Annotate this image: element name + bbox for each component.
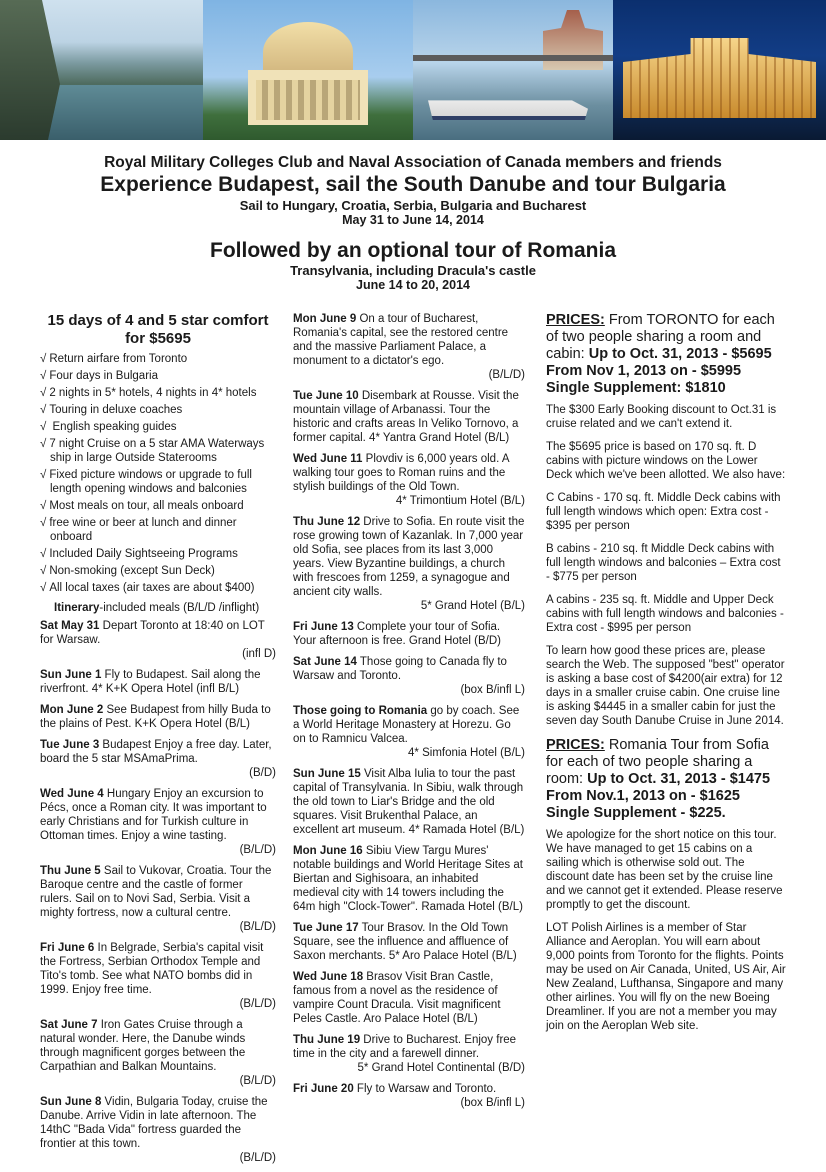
price-line: From Nov 1, 2013 on - $5995 xyxy=(546,363,742,379)
list-item: √ Return airfare from Toronto xyxy=(40,352,276,366)
paragraph: The $5695 price is based on 170 sq. ft. D cabins with picture windows on the Lower Deck which we've been allotted. We also have: xyxy=(546,441,786,481)
day-description: Disembark at Rousse. Visit the mountain village of Arbanassi. Tour the historic and crafts areas In Veliko Tornovo, a former capital. 4* Yantra Grand Hotel (B/L) xyxy=(293,390,519,444)
itinerary-day xyxy=(293,452,525,508)
itinerary-day xyxy=(293,515,525,613)
inclusions-list xyxy=(40,352,276,595)
list-item: √ All local taxes (air taxes are about $400) xyxy=(40,581,276,595)
list-item: √ English speaking guides xyxy=(40,420,276,434)
price-line: Up to Oct. 31, 2013 - $5695 xyxy=(588,346,772,362)
paragraph: We apologize for the short notice on this tour. We have managed to get 15 cabins on a sailing which is otherwise sold out. The discount date has been set by the cruise line and we cannot get it extended. Please reserve promptly to get the discount. xyxy=(546,829,783,911)
optional-tour-title: Followed by an optional tour of Romania xyxy=(210,239,616,262)
day-heading: Fri June 6 xyxy=(40,942,95,954)
itinerary-day xyxy=(293,1033,525,1075)
day-meals: (box B/infl L) xyxy=(460,684,525,696)
itinerary-day xyxy=(293,389,525,445)
itinerary-day xyxy=(40,619,276,661)
day-description: Visit Alba Iulia to tour the past capital of Transylvania. In Sibiu, walk through the old town to Liar's Bridge and the old squares. Visit Brukenthal Palace, an excellent art museum. 4* Ramada Hotel (B/L) xyxy=(293,768,525,836)
list-item: √ Fixed picture windows or upgrade to full length opening windows and balconies xyxy=(40,468,276,496)
page-header xyxy=(0,150,826,292)
itinerary-day xyxy=(293,312,525,382)
list-item: √ Four days in Bulgaria xyxy=(40,369,276,383)
header-route: Sail to Hungary, Croatia, Serbia, Bulgaria and Bucharest xyxy=(239,198,587,213)
header-organizers: Royal Military Colleges Club and Naval Association of Canada members and friends xyxy=(104,154,722,171)
prices-intro: Romania Tour from Sofia for each of two people sharing a room: xyxy=(546,737,769,787)
page-title: Experience Budapest, sail the South Danube and tour Bulgaria xyxy=(100,173,726,196)
day-heading: Thu June 19 xyxy=(293,1034,361,1046)
day-description: Tour Brasov. In the Old Town Square, see the influence and affluence of Saxon merchants. 5* Aro Palace Hotel (B/L) xyxy=(293,922,517,962)
inclusions-title: 15 days of 4 and 5 star comfort for $5695 xyxy=(47,312,269,347)
day-heading: Sat June 7 xyxy=(40,1019,98,1031)
paragraph: The $300 Early Booking discount to Oct.31 is cruise related and we can't extend it. xyxy=(546,404,777,430)
day-description: Depart Toronto at 18:40 on LOT for Warsaw. xyxy=(40,620,265,646)
day-heading: Wed June 11 xyxy=(293,453,363,465)
itinerary-label: Itinerary xyxy=(54,602,100,614)
list-item: √ free wine or beer at lunch and dinner onboard xyxy=(40,516,276,544)
day-heading: Those going to Romania xyxy=(293,705,428,717)
day-description: Sail to Vukovar, Croatia. Tour the Baroque centre and the castle of former rulers. Sail on to Novi Sad, Serbia. Visit a mighty fortress, now a cultural centre. xyxy=(40,865,272,919)
list-item: √ 7 night Cruise on a 5 star AMA Waterways ship in large Outside Staterooms xyxy=(40,437,276,465)
day-heading: Mon June 16 xyxy=(293,845,363,857)
day-heading: Sun June 8 xyxy=(40,1096,102,1108)
day-heading: Wed June 4 xyxy=(40,788,104,800)
photo-budapest-river-ship xyxy=(413,0,613,140)
day-description: Budapest Enjoy a free day. Later, board the 5 star MSAmaPrima. xyxy=(40,739,272,765)
itinerary-day xyxy=(293,655,525,697)
itinerary-days-part1 xyxy=(40,619,276,1165)
day-description: Fly to Warsaw and Toronto. xyxy=(353,1083,497,1095)
day-description: In Belgrade, Serbia's capital visit the Fortress, Serbian Orthodox Temple and Tito's tomb. See what NATO bombs did in 1999. Enjoy free time. xyxy=(40,942,264,996)
day-meals: (B/L/D) xyxy=(239,844,276,856)
photo-banner xyxy=(0,0,826,140)
day-meals: 5* Grand Hotel (B/L) xyxy=(420,600,525,612)
list-item: √ Most meals on tour, all meals onboard xyxy=(40,499,276,513)
day-heading: Mon June 9 xyxy=(293,313,357,325)
day-meals: (box B/infl L) xyxy=(460,1097,525,1109)
itinerary-day xyxy=(40,703,276,731)
day-description: On a tour of Bucharest, Romania's capital, see the restored centre and the massive Parliament Palace, a monument to a dictator's ego. xyxy=(293,313,509,367)
price-line: Up to Oct. 31, 2013 - $1475 xyxy=(587,771,771,787)
itinerary-day xyxy=(40,864,276,934)
prices-intro: From TORONTO for each of two people sharing a room and cabin: xyxy=(546,312,775,362)
paragraph: B cabins - 210 sq. ft Middle Deck cabins with full length windows and balconies – Extra cost - $775 per person xyxy=(546,543,781,583)
day-description: go by coach. See a World Heritage Monastery at Horezu. Go on to Ramnicu Valcea. xyxy=(293,705,520,745)
day-meals: (B/L/D) xyxy=(239,1075,276,1087)
itinerary-day xyxy=(40,738,276,780)
day-description: See Budapest from hilly Buda to the plains of Pest. K+K Opera Hotel (B/L) xyxy=(40,704,271,730)
header-dates: May 31 to June 14, 2014 xyxy=(342,213,484,227)
cruise-prices-block xyxy=(546,312,786,397)
day-heading: Wed June 18 xyxy=(293,971,364,983)
photo-danube-gorge xyxy=(0,0,203,140)
day-description: Drive to Sofia. En route visit the rose growing town of Kazanlak. In 7,000 year old Sofia, see places from its last 3,000 years. View Byzantine buildings, a church with frescoes from 1259, a synagogue and ancient city walls. xyxy=(293,516,525,598)
day-meals: 4* Simfonia Hotel (B/L) xyxy=(408,747,525,759)
day-heading: Fri June 20 xyxy=(293,1083,354,1095)
prices-label: PRICES: xyxy=(546,312,605,328)
day-heading: Mon June 2 xyxy=(40,704,104,716)
day-description: Brasov Visit Bran Castle, famous from a novel as the residence of vampire Count Dracula. Visit magnificent Peles Castle. Aro Palace Hotel (B/L) xyxy=(293,971,501,1025)
itinerary-day xyxy=(40,941,276,1011)
day-description: Complete your tour of Sofia. Your afternoon is free. Grand Hotel (B/D) xyxy=(293,621,501,647)
itinerary-day xyxy=(293,970,525,1026)
photo-romanian-athenaeum xyxy=(203,0,413,140)
day-description: Drive to Bucharest. Enjoy free time in the city and a farewell dinner. xyxy=(293,1034,517,1060)
day-description: Plovdiv is 6,000 years old. A walking tour goes to Roman ruins and the stylish buildings of the Old Town. xyxy=(293,453,509,493)
list-item: √ Included Daily Sightseeing Programs xyxy=(40,547,276,561)
prices-label: PRICES: xyxy=(546,737,605,753)
day-heading: Tue June 17 xyxy=(293,922,359,934)
itinerary-day xyxy=(293,1082,525,1110)
paragraph: LOT Polish Airlines is a member of Star Alliance and Aeroplan. You will earn about 9,000 points from Toronto for the flights. Points may be used on Air Canada, United, US Air, Air New Zealand, Lufthansa, Singapore and many other airlines. You will fly on the new Boeing Dreamliner. If you are not a member you may join on the Aeroplan Web site. xyxy=(546,922,786,1032)
day-meals: (B/L/D) xyxy=(488,369,525,381)
itinerary-day xyxy=(293,620,525,648)
itinerary-day xyxy=(40,787,276,857)
column-inclusions xyxy=(40,312,276,1172)
day-heading: Sun June 15 xyxy=(293,768,361,780)
optional-tour-dates: June 14 to 20, 2014 xyxy=(356,278,470,292)
day-description: Those going to Canada fly to Warsaw and Toronto. xyxy=(293,656,507,682)
itinerary-day xyxy=(40,668,276,696)
day-description: Iron Gates Cruise through a natural wonder. Here, the Danube winds through magnificent gorges between the Carpathian and Balkan Mountains. xyxy=(40,1019,246,1073)
day-meals: 5* Grand Hotel Continental (B/D) xyxy=(357,1062,525,1074)
day-heading: Sun June 1 xyxy=(40,669,102,681)
itinerary-day xyxy=(293,844,525,914)
day-meals: (B/L/D) xyxy=(239,1152,276,1164)
day-heading: Fri June 13 xyxy=(293,621,354,633)
paragraph: A cabins - 235 sq. ft. Middle and Upper Deck cabins with full length windows and balconies - Extra cost - $995 per person xyxy=(546,594,784,634)
list-item: √ 2 nights in 5* hotels, 4 nights in 4* hotels xyxy=(40,386,276,400)
list-item: √ Touring in deluxe coaches xyxy=(40,403,276,417)
itinerary-day xyxy=(293,704,525,760)
day-heading: Tue June 3 xyxy=(40,739,100,751)
itinerary-days-part2 xyxy=(293,312,525,1110)
itinerary-day xyxy=(40,1095,276,1165)
itinerary-heading xyxy=(54,601,276,615)
romania-prices-block xyxy=(546,737,786,822)
list-item: √ Non-smoking (except Sun Deck) xyxy=(40,564,276,578)
day-meals: (B/L/D) xyxy=(239,998,276,1010)
day-description: Vidin, Bulgaria Today, cruise the Danube. Arrive Vidin in late afternoon. The 14thC "Bada Vida" fortress guarded the frontier at this town. xyxy=(40,1096,268,1150)
day-heading: Thu June 12 xyxy=(293,516,361,528)
photo-parliament-palace-night xyxy=(613,0,826,140)
column-itinerary-continued xyxy=(293,312,525,1117)
day-heading: Thu June 5 xyxy=(40,865,101,877)
paragraph: C Cabins - 170 sq. ft. Middle Deck cabins with full length windows which open: Extra cost - $395 per person xyxy=(546,492,781,532)
day-description: Sibiu View Targu Mures' notable buildings and World Heritage Sites at Biertan and Sighisoara, an inhabited medieval city with 14 towers including the 64m high "Clock-Tower". Ramada Hotel (B/L) xyxy=(293,845,523,913)
optional-tour-subtitle: Transylvania, including Dracula's castle xyxy=(290,263,536,278)
itinerary-day xyxy=(40,1018,276,1088)
paragraph: To learn how good these prices are, please search the Web. The supposed "best" operator is asking a base cost of $4200(air extra) for 12 days in a smaller cruise cabin. One cruise line is asking $4445 in a smaller cabin for just the seven day South Danube Cruise in June 2014. xyxy=(546,645,785,727)
itinerary-day xyxy=(293,767,525,837)
column-prices xyxy=(546,312,786,1042)
day-meals: (B/L/D) xyxy=(239,921,276,933)
price-line: From Nov.1, 2013 on - $1625 xyxy=(546,788,740,804)
day-meals: (infl D) xyxy=(242,648,276,660)
price-line: Single Supplement - $225. xyxy=(546,805,726,821)
itinerary-day xyxy=(293,921,525,963)
day-description: Fly to Budapest. Sail along the riverfront. 4* K+K Opera Hotel (infl B/L) xyxy=(40,669,261,695)
day-heading: Sat May 31 xyxy=(40,620,100,632)
day-description: Hungary Enjoy an excursion to Pécs, once a Roman city. It was important to early Christians and for Turkish culture in Ottoman times. Enjoy a wine tasting. xyxy=(40,788,267,842)
day-heading: Tue June 10 xyxy=(293,390,359,402)
day-heading: Sat June 14 xyxy=(293,656,357,668)
day-meals: (B/D) xyxy=(249,767,276,779)
day-meals: 4* Trimontium Hotel (B/L) xyxy=(395,495,525,507)
itinerary-sublabel: -included meals (B/L/D /inflight) xyxy=(99,602,260,614)
price-line: Single Supplement: $1810 xyxy=(546,380,726,396)
